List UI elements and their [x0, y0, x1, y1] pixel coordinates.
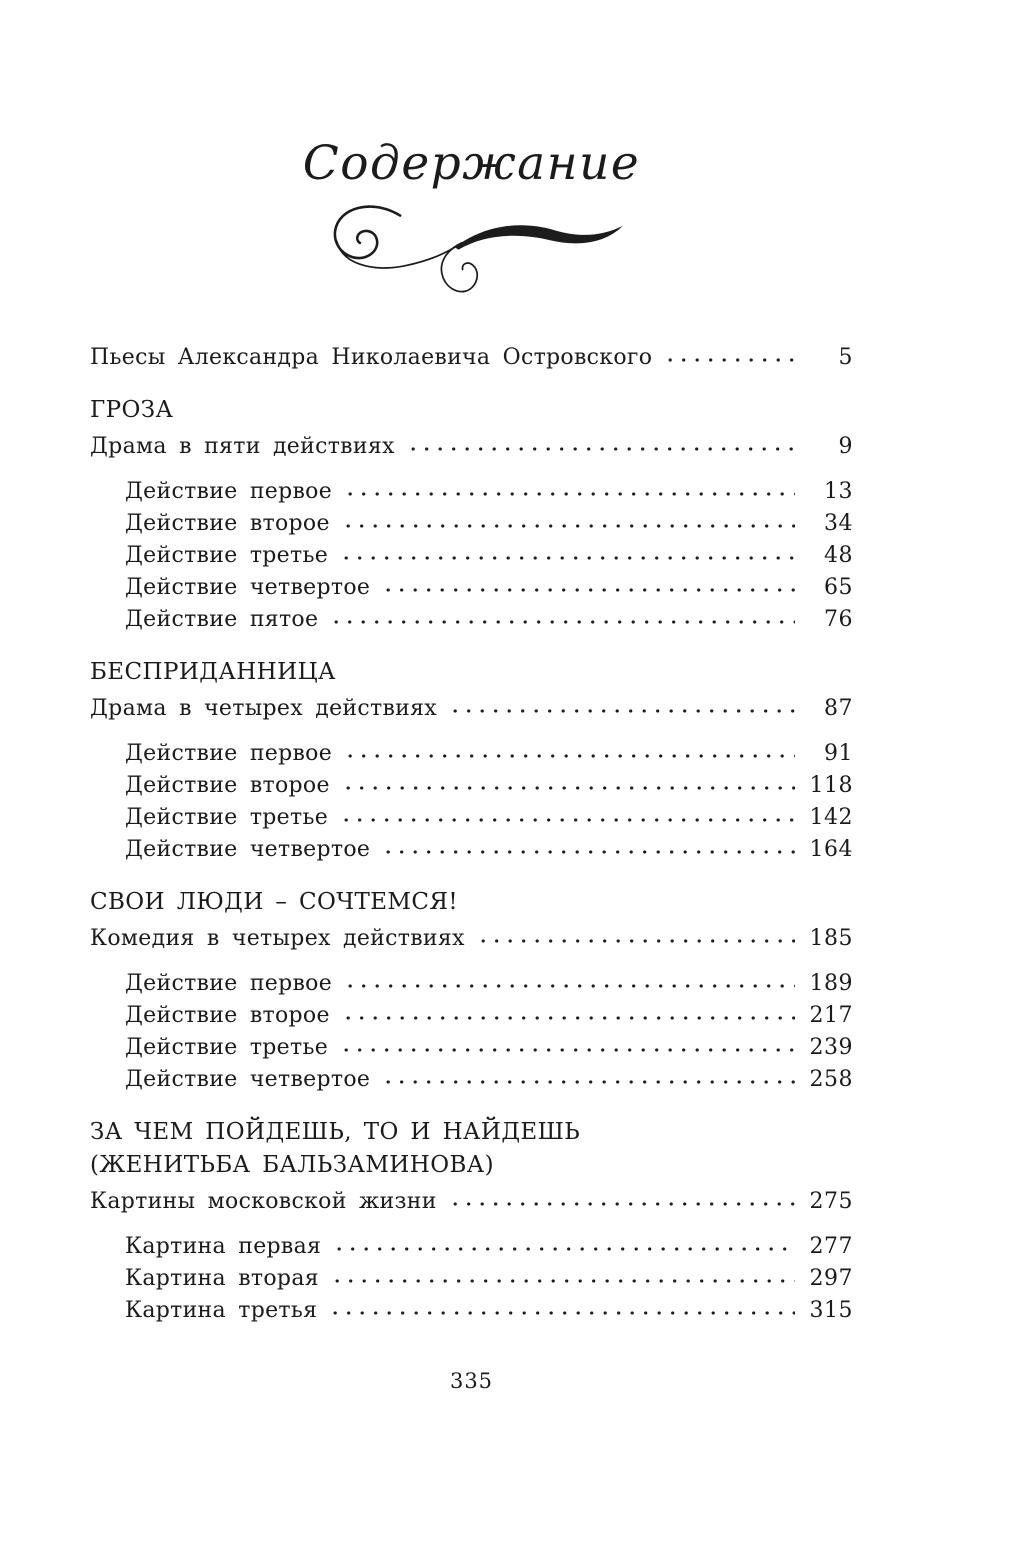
- toc-section-title-line: БЕСПРИДАННИЦА: [90, 658, 336, 685]
- toc-entry-label: Действие четвертое: [125, 574, 371, 600]
- toc-entry: [90, 1291, 853, 1323]
- toc-entry-label: Картина первая: [125, 1233, 322, 1259]
- toc-entry-page: 9: [838, 433, 853, 459]
- toc-section-title-line: СВОИ ЛЮДИ – СОЧТЕМСЯ!: [90, 888, 458, 915]
- toc-entry: [90, 600, 853, 632]
- toc-section-title: [90, 1116, 853, 1182]
- toc-entry-page: 189: [809, 970, 853, 996]
- toc-entry: [90, 734, 853, 766]
- toc-entry-label: Картина третья: [125, 1297, 318, 1323]
- dot-leader: [335, 1276, 795, 1286]
- toc-section-title: [90, 656, 853, 689]
- page-content: [90, 138, 853, 1393]
- toc-entry-label: Драма в пяти действиях: [90, 433, 395, 459]
- toc-entry-page: 13: [824, 478, 853, 504]
- toc-entry: [90, 798, 853, 830]
- toc-entry-label: Действие четвертое: [125, 1066, 371, 1092]
- toc-section: [90, 394, 853, 632]
- toc-entry: [90, 1227, 853, 1259]
- toc-entry: [90, 1060, 853, 1092]
- calligraphic-flourish-icon: [90, 200, 853, 306]
- dot-leader: [386, 1077, 795, 1087]
- toc-entry-page: 142: [809, 804, 853, 830]
- toc-entry-page: 91: [824, 740, 853, 766]
- toc-entry-label: Действие первое: [125, 970, 333, 996]
- dot-leader: [346, 521, 795, 531]
- toc-entry: [90, 689, 853, 721]
- dot-leader: [344, 553, 795, 563]
- toc-entry-label: Действие третье: [125, 1034, 329, 1060]
- toc-entry-page: 118: [809, 772, 853, 798]
- dot-leader: [346, 1013, 795, 1023]
- toc-entry: [90, 996, 853, 1028]
- toc-entry-label: Картины московской жизни: [90, 1188, 437, 1214]
- toc-entry: [90, 1028, 853, 1060]
- dot-leader: [453, 1199, 795, 1209]
- toc-entry-page: 277: [809, 1233, 853, 1259]
- toc-entry-page: 34: [824, 510, 853, 536]
- toc-entry: [90, 830, 853, 862]
- dot-leader: [386, 585, 795, 595]
- toc-section: [90, 886, 853, 1092]
- dot-leader: [348, 751, 795, 761]
- toc-entry-page: 297: [809, 1265, 853, 1291]
- dot-leader: [386, 847, 795, 857]
- toc-entry-page: 258: [809, 1066, 853, 1092]
- page-number: 335: [449, 1368, 494, 1393]
- toc-entry: [90, 1182, 853, 1214]
- toc-entry-page: 239: [809, 1034, 853, 1060]
- toc-subentries: [90, 1227, 853, 1323]
- toc-entry-label: Действие третье: [125, 542, 329, 568]
- toc-entry-label: Действие второе: [125, 1002, 330, 1028]
- toc-entry-label: Драма в четырех действиях: [90, 695, 437, 721]
- toc-entry: [90, 964, 853, 996]
- toc-entry-page: 275: [809, 1188, 853, 1214]
- toc-section-title-line: ЗА ЧЕМ ПОЙДЕШЬ, ТО И НАЙДЕШЬ: [90, 1118, 581, 1145]
- dot-leader: [411, 444, 795, 454]
- toc-entry-label: Комедия в четырех действиях: [90, 925, 465, 951]
- toc-entry: [90, 472, 853, 504]
- dot-leader: [333, 1308, 795, 1318]
- toc-entry-label: Картина вторая: [125, 1265, 319, 1291]
- toc-subentries: [90, 964, 853, 1092]
- toc-entry-label: Действие третье: [125, 804, 329, 830]
- toc-entry-label: Действие четвертое: [125, 836, 371, 862]
- toc-entry: [90, 1259, 853, 1291]
- toc-section-title: [90, 394, 853, 427]
- toc-entry-page: 87: [824, 695, 853, 721]
- dot-leader: [334, 617, 795, 627]
- toc-entry-label: Действие пятое: [125, 606, 319, 632]
- toc-entry: [90, 766, 853, 798]
- toc-entry: [90, 504, 853, 536]
- toc-section: [90, 1116, 853, 1323]
- dot-leader: [453, 706, 795, 716]
- toc-entry: [90, 568, 853, 600]
- dot-leader: [346, 783, 795, 793]
- toc-entry-page: 217: [809, 1002, 853, 1028]
- toc-entry-page: 315: [809, 1297, 853, 1323]
- toc-section-title-line: ГРОЗА: [90, 396, 174, 423]
- toc-entry-label: Действие второе: [125, 772, 330, 798]
- dot-leader: [481, 936, 795, 946]
- dot-leader: [668, 355, 795, 365]
- toc-section-title: [90, 886, 853, 919]
- toc-entry: [90, 919, 853, 951]
- toc-entry-page: 5: [838, 344, 853, 370]
- dot-leader: [348, 489, 795, 499]
- toc-section-title-line: (ЖЕНИТЬБА БАЛЬЗАМИНОВА): [90, 1151, 494, 1178]
- toc-entry-label: Действие второе: [125, 510, 330, 536]
- toc-entry-page: 48: [824, 542, 853, 568]
- toc-entry: [90, 427, 853, 459]
- toc-entry-page: 164: [809, 836, 853, 862]
- toc-entry-label: Действие первое: [125, 478, 333, 504]
- toc-entry-page: 185: [809, 925, 853, 951]
- toc-subentries: [90, 734, 853, 862]
- dot-leader: [337, 1244, 795, 1254]
- toc-subentries: [90, 472, 853, 632]
- page-title: Содержание: [302, 136, 641, 191]
- toc-entry-page: 76: [824, 606, 853, 632]
- dot-leader: [348, 981, 795, 991]
- dot-leader: [344, 1045, 795, 1055]
- toc-entry: [90, 338, 853, 370]
- toc-entry-label: Пьесы Александра Николаевича Островского: [90, 344, 653, 370]
- dot-leader: [344, 815, 795, 825]
- toc-entry: [90, 536, 853, 568]
- toc-entry-label: Действие первое: [125, 740, 333, 766]
- toc-entry-page: 65: [824, 574, 853, 600]
- table-of-contents: [90, 338, 853, 1323]
- toc-section: [90, 656, 853, 862]
